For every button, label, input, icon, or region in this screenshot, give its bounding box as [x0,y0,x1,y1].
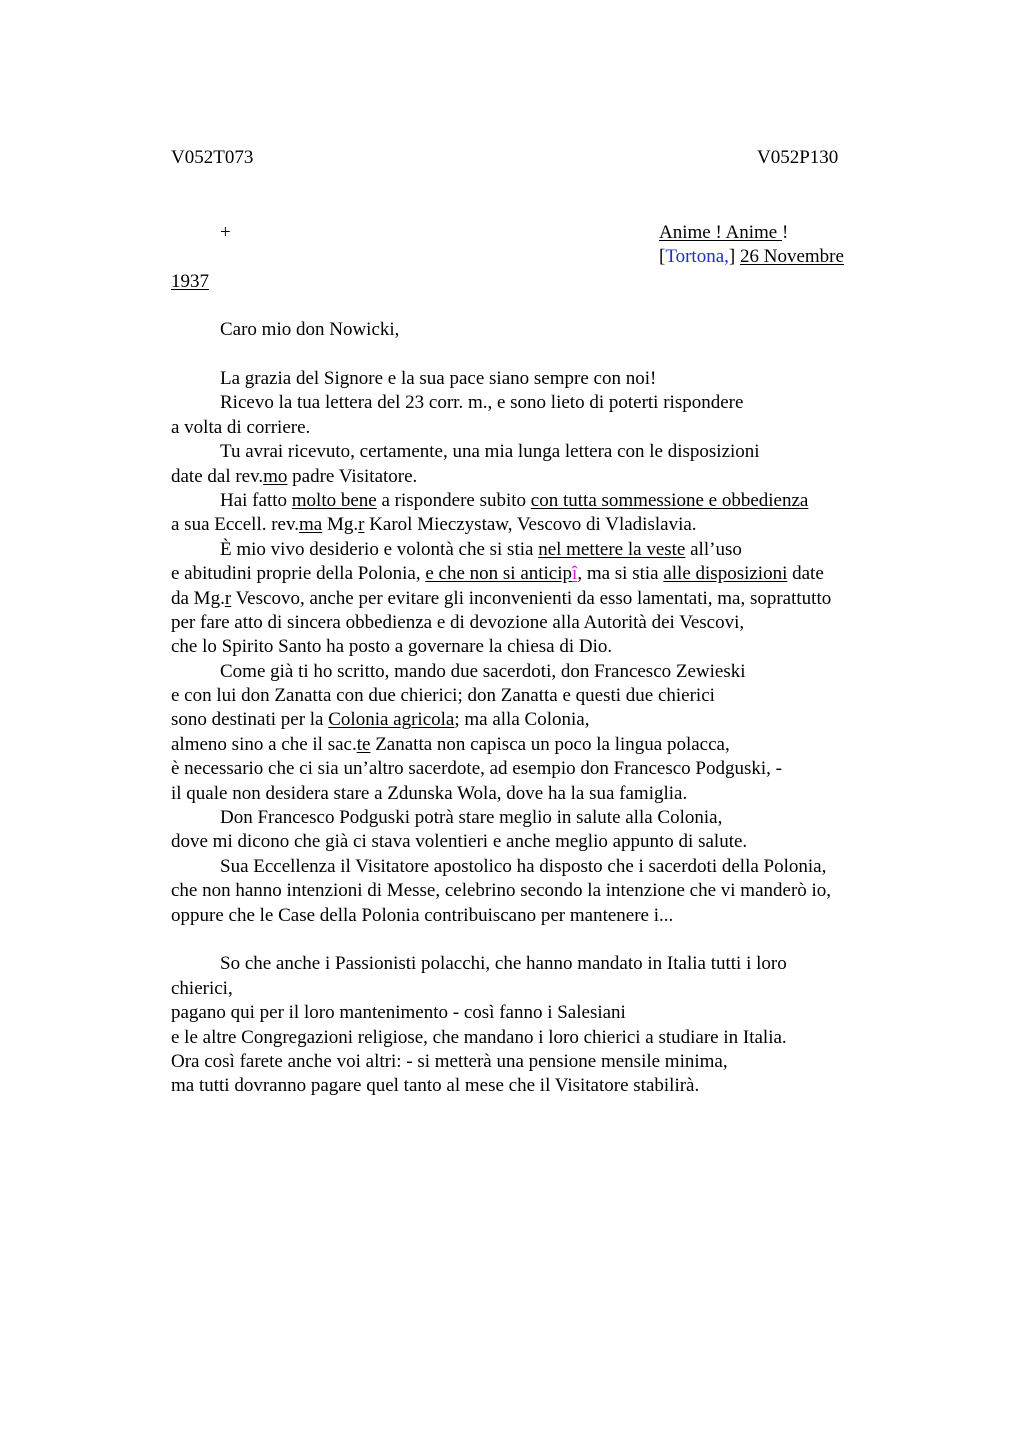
body-line [171,708,911,732]
underlined-run: r [224,587,232,609]
text-run: È mio vivo desiderio e volontà che si stia [220,538,539,560]
body-line [171,538,911,562]
text-run: e abitudini proprie della Polonia, [171,563,426,585]
body-line: è necessario che ci sia un’altro sacerdote, ad esempio don Francesco Podguski, - [171,758,782,780]
body-line: ma tutti dovranno pagare quel tanto al mese che il Visitatore stabilirà. [171,1075,700,1097]
body-line: Ora così farete anche voi altri: - si metterà una pensione mensile minima, [171,1050,728,1072]
underlined-run: con tutta sommessione e obbedienza [530,489,809,511]
text-run: Mg. [322,514,359,536]
right-reference-code: V052P130 [757,147,839,168]
paragraph-gap [171,928,911,952]
body-line [171,489,911,513]
body-line [171,513,911,537]
underlined-run: alle disposizioni [663,563,788,585]
underlined-run: nel mettere la veste [538,538,686,560]
motto [659,221,788,245]
body-line: e con lui don Zanatta con due chierici; don Zanatta e questi due chierici [171,685,715,707]
letter-body [171,367,911,1099]
underlined-run: ma [299,514,323,536]
text-run: almeno sino a che il sac. [171,733,357,755]
text-run: , ma si stia [577,563,664,585]
place-bracket-close: ] [728,246,736,267]
body-line: il quale non desidera stare a Zdunska Wola, dove ha la sua famiglia. [171,782,688,804]
text-run: Zanatta non capisca un poco la lingua polacca, [370,733,730,755]
body-line: per fare atto di sincera obbedienza e di devozione alla Autorità dei Vescovi, [171,611,745,633]
body-line: dove mi dicono che già ci stava volentieri e anche meglio appunto di salute. [171,831,748,853]
text-run: date dal rev. [171,465,264,487]
body-line: e le altre Congregazioni religiose, che mandano i loro chierici a studiare in Italia. [171,1026,787,1048]
place-name: Tortona, [665,246,729,267]
motto-exclamation: ! [781,222,789,243]
body-line [171,587,911,611]
text-run: padre Visitatore. [287,465,418,487]
underlined-run: e che non si anticip [425,563,573,585]
correction-mark: î [572,563,578,585]
cross-symbol: + [220,222,231,243]
left-reference-code: V052T073 [171,147,254,168]
body-line: che lo Spirito Santo ha posto a governare la chiesa di Dio. [171,636,613,658]
body-line: Sua Eccellenza il Visitatore apostolico ha disposto che i sacerdoti della Polonia, [220,855,827,877]
body-line: Come già ti ho scritto, mando due sacerdoti, don Francesco Zewieski [220,660,746,682]
underlined-run: r [358,514,365,536]
text-run: da Mg. [171,587,225,609]
text-run: date [787,563,824,585]
text-run: sono destinati per la [171,709,329,731]
underlined-run: molto bene [291,489,377,511]
letter-year: 1937 [171,271,209,292]
salutation: Caro mio don Nowicki, [220,319,400,340]
letter-date: 26 Novembre [739,246,844,267]
text-run: Vescovo, anche per evitare gli inconvenienti da esso lamentati, ma, soprattutto [231,587,832,609]
body-line [171,733,911,757]
underlined-run: te [356,733,371,755]
body-line: a volta di corriere. [171,416,311,438]
body-line [171,562,911,586]
body-line [171,465,911,489]
motto-text: Anime ! Anime [659,222,782,243]
body-line: che non hanno intenzioni di Messe, celebrino secondo la intenzione che vi manderò io, [171,880,832,902]
body-line: Ricevo la tua lettera del 23 corr. m., e sono lieto di poterti rispondere [220,392,744,414]
text-run: a sua Eccell. rev. [171,514,299,536]
body-line: chierici, [171,977,233,999]
body-line: Tu avrai ricevuto, certamente, una mia lunga lettera con le disposizioni [220,441,760,463]
place-date-line [659,245,844,269]
body-line: So che anche i Passionisti polacchi, che hanno mandato in Italia tutti i loro [220,953,787,975]
body-line: Don Francesco Podguski potrà stare meglio in salute alla Colonia, [220,807,723,829]
body-line: oppure che le Case della Polonia contribuiscano per mantenere i... [171,904,674,926]
underlined-run: Colonia agricola [328,709,455,731]
body-line: pagano qui per il loro mantenimento - così fanno i Salesiani [171,1002,626,1024]
body-line: La grazia del Signore e la sua pace siano sempre con noi! [220,368,657,389]
text-run: a rispondere subito [376,489,531,511]
text-run: Hai fatto [220,489,292,511]
text-run: Karol Mieczystaw, Vescovo di Vladislavia. [364,514,697,536]
underlined-run: mo [263,465,288,487]
place-bracket-open: [ [659,246,666,267]
text-run: all’uso [685,538,742,560]
text-run: ; ma alla Colonia, [454,709,590,731]
